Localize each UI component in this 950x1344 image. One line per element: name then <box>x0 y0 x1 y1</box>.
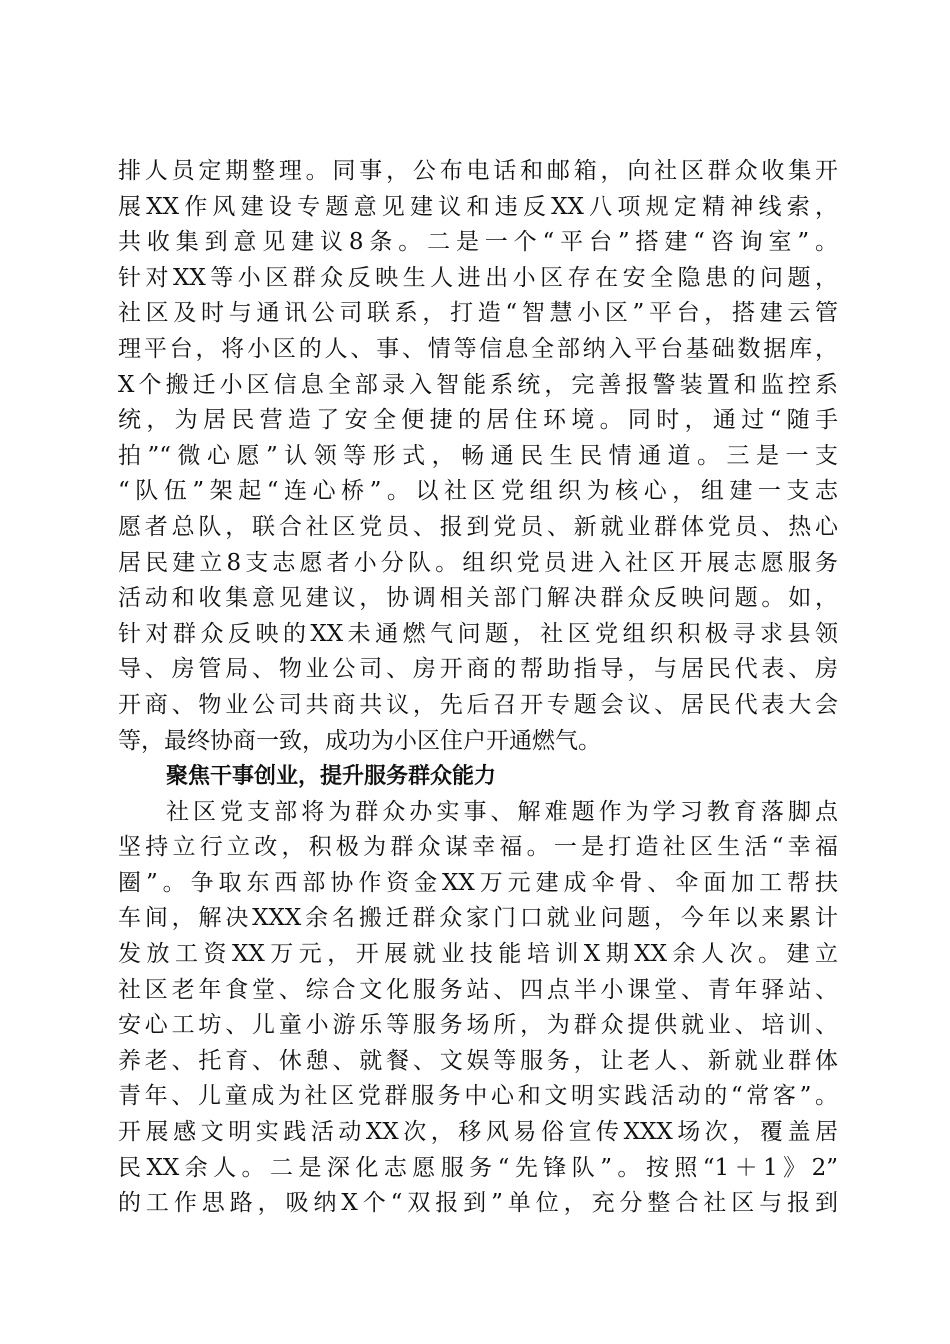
text-line: 养老、托育、休憩、就餐、文娱等服务，让老人、新就业群体 <box>118 1047 838 1074</box>
text-line: 活动和收集意见建议，协调相关部门解决群众反映问题。如， <box>118 585 838 612</box>
text-line: 开展感文明实践活动XX次，移风易俗宣传XXX场次，覆盖居 <box>118 1119 838 1146</box>
paragraph-2 <box>118 795 838 1222</box>
text-line: 统，为居民营造了安全便捷的居住环境。同时，通过“随手 <box>118 407 838 434</box>
text-line: 共收集到意见建议8条。二是一个“平台”搭建“咨询室”。 <box>118 229 838 256</box>
text-line: 拍”“微心愿”认领等形式，畅通民生民情通道。三是一支 <box>118 442 838 469</box>
text-line: 坚持立行立改，积极为群众谋幸福。一是打造社区生活“幸福 <box>118 834 838 861</box>
text-line: 发放工资XX万元，开展就业技能培训X期XX余人次。建立 <box>118 941 838 968</box>
text-line: 社区及时与通讯公司联系，打造“智慧小区”平台，搭建云管 <box>118 300 838 327</box>
text-line: 安心工坊、儿童小游乐等服务场所，为群众提供就业、培训、 <box>118 1012 838 1039</box>
text-line: 民XX余人。二是深化志愿服务“先锋队”。按照“1＋1》2” <box>118 1154 838 1181</box>
text-line: 居民建立8支志愿者小分队。组织党员进入社区开展志愿服务 <box>118 549 838 576</box>
text-line: 开商、物业公司共商共议，先后召开专题会议、居民代表大会 <box>118 691 838 718</box>
text-line: 针对XX等小区群众反映生人进出小区存在安全隐患的问题， <box>118 264 838 291</box>
text-line: 理平台，将小区的人、事、情等信息全部纳入平台基础数据库， <box>118 335 838 362</box>
text-line: 展XX作风建设专题意见建议和违反XX八项规定精神线索， <box>118 193 838 220</box>
text-line: 社区党支部将为群众办实事、解难题作为学习教育落脚点 <box>166 798 838 825</box>
text-line: 青年、儿童成为社区党群服务中心和文明实践活动的“常客”。 <box>118 1083 838 1110</box>
paragraph-1 <box>118 154 838 759</box>
text-line: 排人员定期整理。同事，公布电话和邮箱，向社区群众收集开 <box>118 158 838 184</box>
text-line: 导、房管局、物业公司、房开商的帮助指导，与居民代表、房 <box>118 656 838 683</box>
body-text <box>118 154 838 1222</box>
text-line: 车间，解决XXX余名搬迁群众家门口就业问题，今年以来累计 <box>118 905 838 932</box>
text-line: X个搬迁小区信息全部录入智能系统，完善报警装置和监控系 <box>118 371 838 398</box>
text-line: “队伍”架起“连心桥”。以社区党组织为核心，组建一支志 <box>118 478 838 505</box>
section-heading: 聚焦干事创业，提升服务群众能力 <box>166 764 497 790</box>
text-line: 社区老年食堂、综合文化服务站、四点半小课堂、青年驿站、 <box>118 976 838 1003</box>
text-line: 圈”。争取东西部协作资金XX万元建成伞骨、伞面加工帮扶 <box>118 869 838 896</box>
text-line: 愿者总队，联合社区党员、报到党员、新就业群体党员、热心 <box>118 513 838 540</box>
text-line: 等，最终协商一致，成功为小区住户开通燃气。 <box>118 727 601 754</box>
text-line: 的工作思路，吸纳X个“双报到”单位，充分整合社区与报到 <box>118 1190 838 1217</box>
text-line: 针对群众反映的XX未通燃气问题，社区党组织积极寻求县领 <box>118 620 838 647</box>
